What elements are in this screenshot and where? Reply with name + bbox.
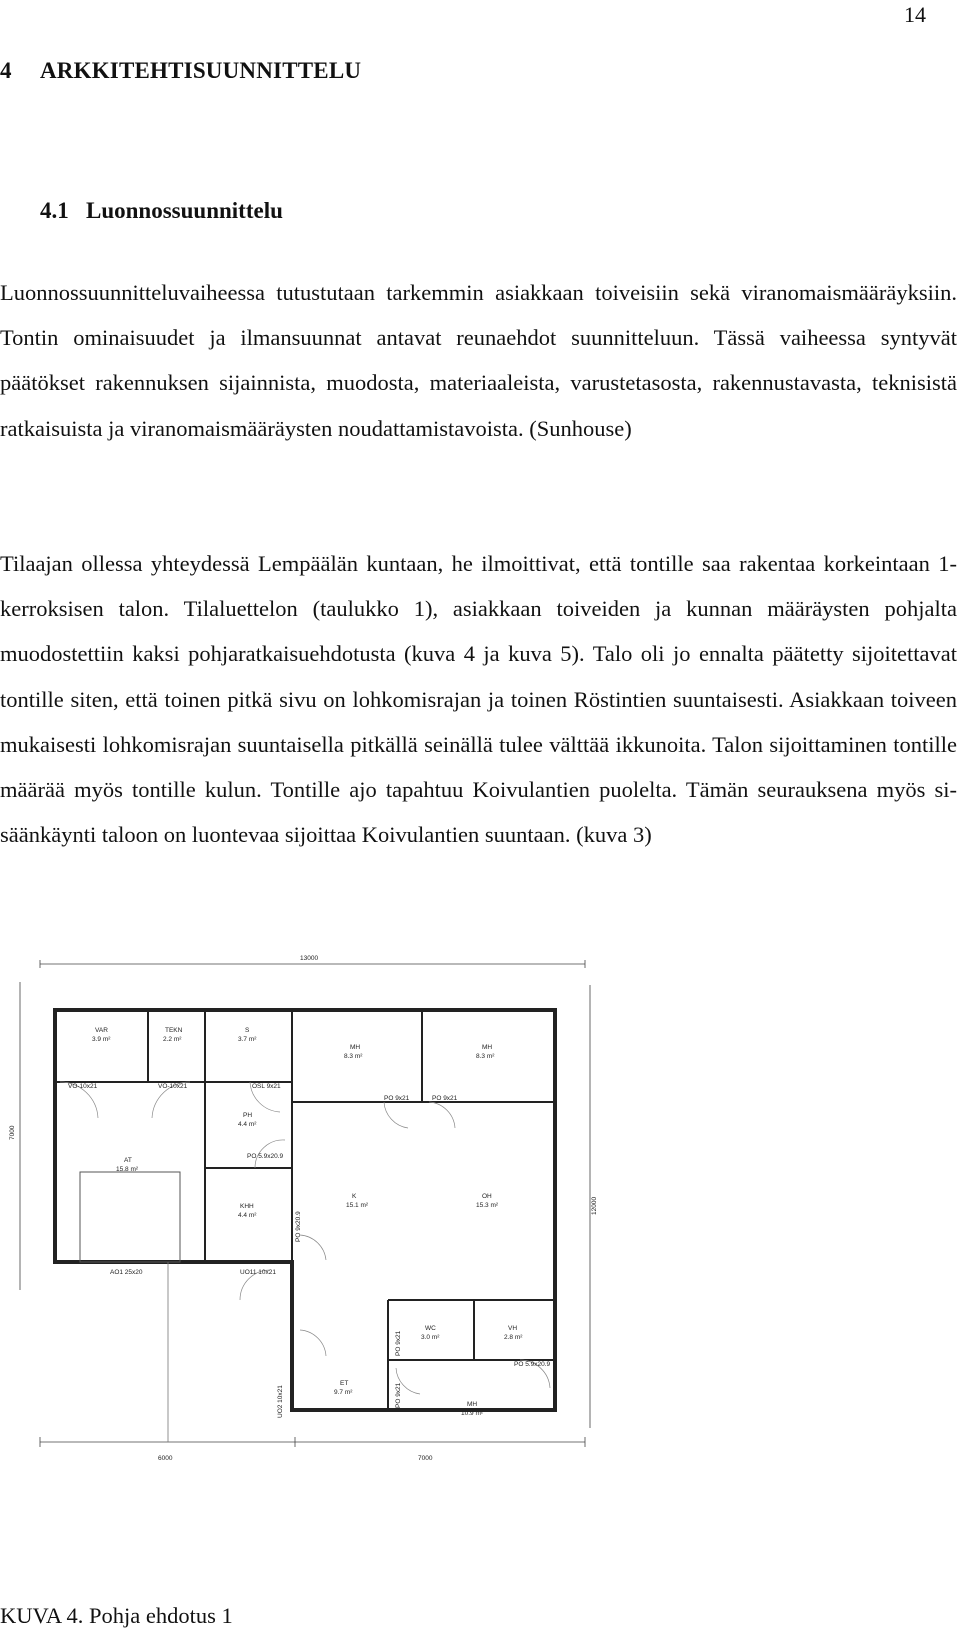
room-area-s: 3.7 m²	[238, 1036, 257, 1043]
opening-label: VO-10x21	[158, 1083, 188, 1090]
room-area-tekn: 2.2 m²	[163, 1036, 182, 1043]
room-area-at: 15.8 m²	[116, 1166, 139, 1173]
opening-label: OSL 9x21	[252, 1083, 281, 1090]
room-label-oh: OH	[482, 1193, 492, 1200]
section-title: Luonnossuunnittelu	[86, 198, 283, 223]
figure-caption: KUVA 4. Pohja ehdotus 1	[0, 1603, 233, 1628]
opening-label: PO 9x21	[384, 1095, 410, 1102]
inner-walls	[55, 1010, 555, 1410]
room-label-ph: PH	[243, 1112, 253, 1119]
room-label-k: K	[352, 1193, 357, 1200]
room-label-mh-3: MH	[467, 1401, 478, 1408]
room-label-tekn: TEKN	[165, 1027, 183, 1034]
opening-label: PO 9x21	[432, 1095, 458, 1102]
room-area-mh-2: 8.3 m²	[476, 1053, 495, 1060]
dim-left: 7000	[9, 1125, 16, 1140]
room-area-et: 9.7 m²	[334, 1389, 353, 1396]
room-area-var: 3.9 m²	[92, 1036, 111, 1043]
chapter-title: ARKKITEHTISUUNNITTELU	[40, 58, 362, 83]
dim-bottom-right: 7000	[418, 1455, 433, 1462]
dim-right: 12000	[591, 1196, 598, 1215]
opening-label: UO11 10x21	[240, 1269, 277, 1276]
room-label-wc: WC	[425, 1325, 436, 1332]
dim-top: 13000	[300, 955, 319, 962]
chapter-number: 4	[0, 58, 12, 83]
room-area-oh: 15.3 m²	[476, 1202, 499, 1209]
page-number: 14	[904, 2, 926, 27]
opening-label: PO 9x20.9	[295, 1211, 302, 1242]
chapter-heading	[0, 58, 361, 84]
paragraph-2: Tilaajan ollessa yhteydessä Lempäälän kuntaan, he ilmoittivat, että tontille saa rakentaa korkeintaan 1-kerroksisen talon. Tilaluettelon (taulukko 1), asiakkaan toiveiden ja kunnan määräysten pohjalta muodostettiin kaksi pohjaratkaisuehdotusta (kuva 4 ja kuva 5). Talo oli jo ennalta päätetty sijoitettavat tontille siten, että toinen pitkä sivu on lohkomisrajan ja toinen Röstintien suuntaisesti. Asiakkaan toiveen mukaisesti lohkomisrajan suuntaisella pitkällä seinällä tulee välttää ikkunoita. Talon sijoittaminen tontille määrää myös tontille kulun. Tontille ajo tapahtuu Koivulantien puolelta. Tämän seurauksena myös sisäänkäynti taloon on luontevaa sijoittaa Koivulantien suuntaan. (kuva 3)	[0, 551, 957, 848]
room-label-s: S	[245, 1027, 250, 1034]
floor-plan-drawing	[0, 955, 618, 1585]
room-label-mh-1: MH	[350, 1044, 361, 1051]
section-heading	[40, 198, 283, 224]
room-label-khh: KHH	[240, 1203, 254, 1210]
room-area-khh: 4.4 m²	[238, 1212, 257, 1219]
room-label-var: VAR	[95, 1027, 108, 1034]
opening-label: UO2 10x21	[277, 1385, 284, 1418]
entrance-area	[80, 1172, 180, 1262]
opening-label: PO 9x21	[395, 1330, 402, 1356]
section-number: 4.1	[40, 198, 69, 223]
opening-label: AO1 25x20	[110, 1269, 143, 1276]
room-area-mh-3: 10.9 m²	[461, 1410, 484, 1417]
opening-label: VO-10x21	[68, 1083, 98, 1090]
room-label-at: AT	[124, 1157, 132, 1164]
room-area-vh: 2.8 m²	[504, 1334, 523, 1341]
room-area-wc: 3.0 m²	[421, 1334, 440, 1341]
floor-plan-figure	[0, 955, 618, 1585]
room-area-ph: 4.4 m²	[238, 1121, 257, 1128]
room-area-k: 15.1 m²	[346, 1202, 369, 1209]
paragraph-1: Luonnossuunnitteluvaiheessa tutustutaan tarkemmin asiakkaan toiveisiin sekä viranomaismääräyksiin. Tontin ominaisuudet ja ilmansuunnat antavat reunaehdot suunnitteluun. Tässä vaiheessa syntyvät päätökset rakennuksen sijainnista, muodosta, materiaaleista, varustetasosta, rakennustavasta, teknisistä ratkaisuista ja viranomaismääräysten noudattamistavoista. (Sunhouse)	[0, 280, 957, 441]
dim-bottom-left: 6000	[158, 1455, 173, 1462]
room-area-mh-1: 8.3 m²	[344, 1053, 363, 1060]
opening-label: PO 5.9x20.9	[247, 1153, 284, 1160]
room-label-vh: VH	[508, 1325, 518, 1332]
opening-label: PO 9x21	[395, 1382, 402, 1408]
opening-label: PO 5.9x20.9	[514, 1361, 551, 1368]
door-swings	[60, 1082, 550, 1394]
room-label-et: ET	[340, 1380, 349, 1387]
outer-walls	[55, 1010, 555, 1410]
room-label-mh-2: MH	[482, 1044, 493, 1051]
